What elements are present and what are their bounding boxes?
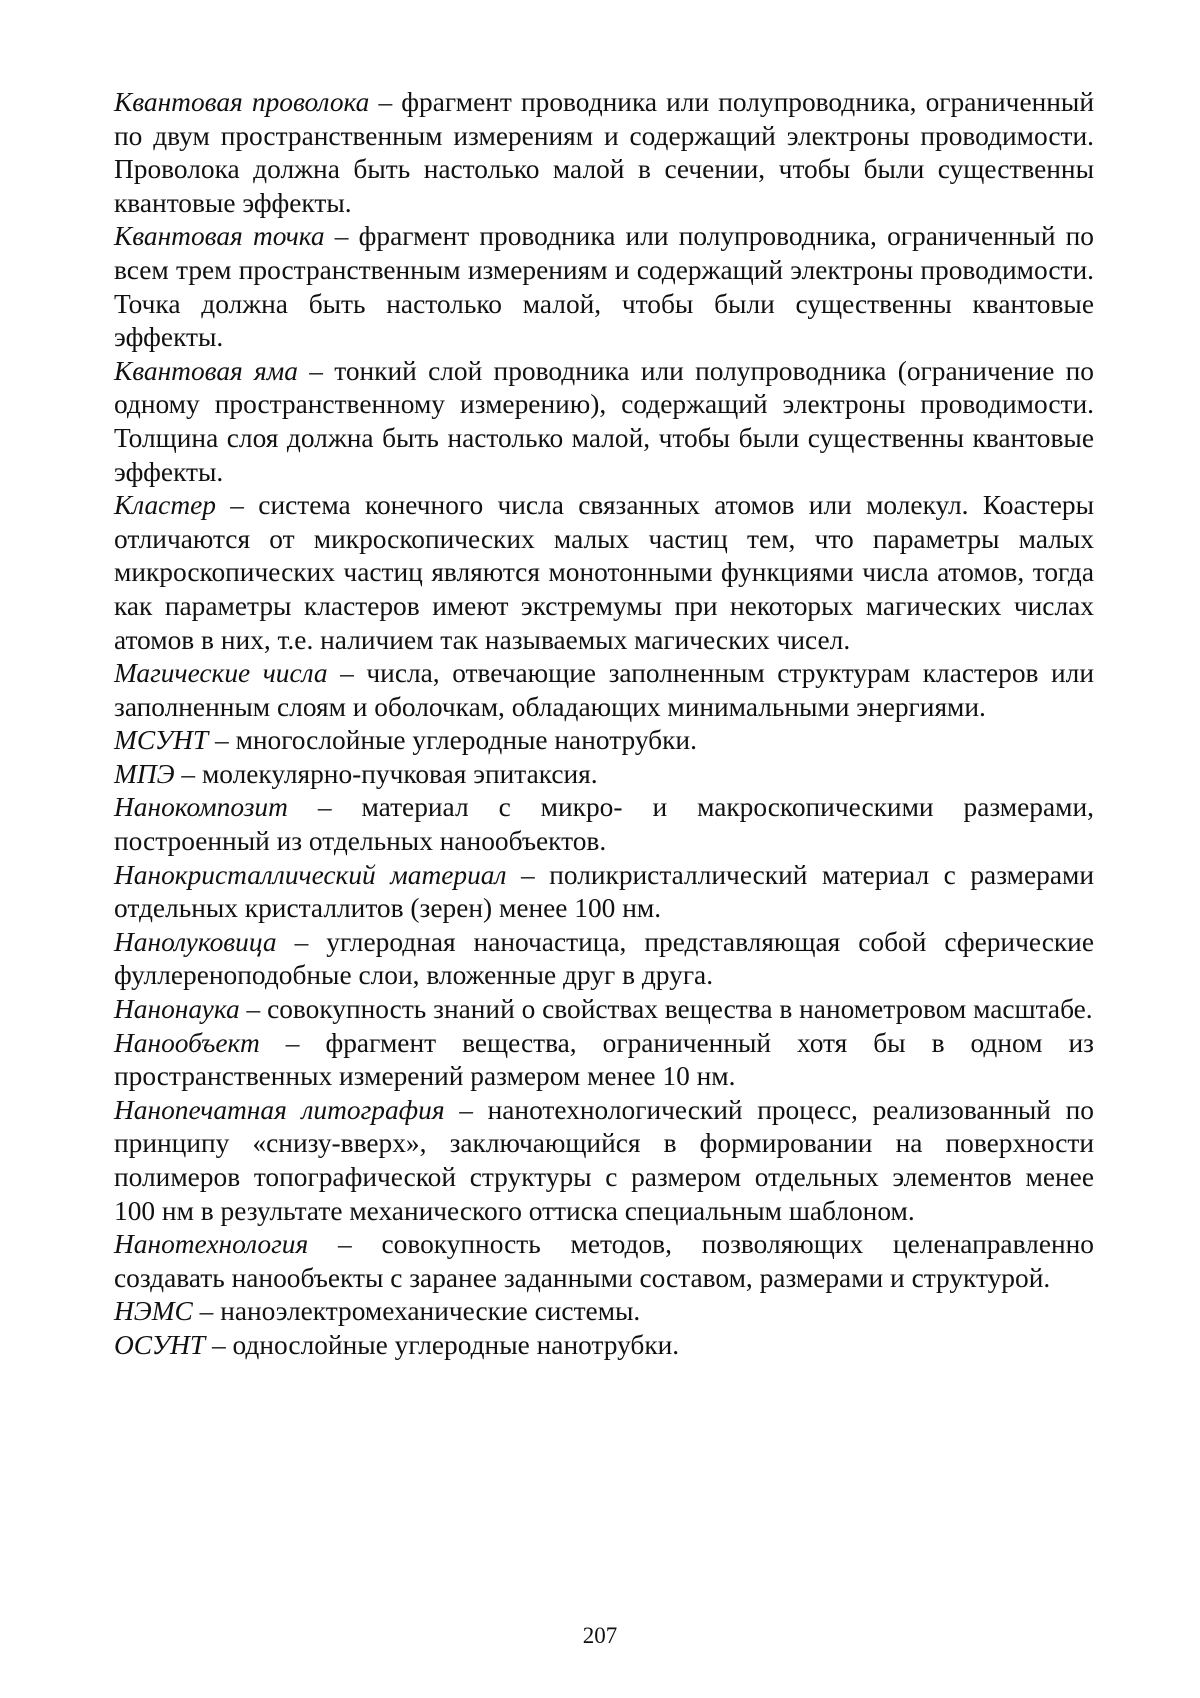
glossary-definition: – совокупность методов, позволяющих целенаправленно создавать нанообъекты с заранее заданными составом, размерами и структурой. [114,1229,1094,1293]
glossary-term: Нанопечатная литография [114,1094,445,1125]
glossary-term: Нанокомпозит [114,792,288,823]
glossary-entry-nanoscience [114,993,1094,1027]
glossary-page [114,86,1094,1363]
glossary-definition: – фрагмент проводника или полупроводника, ограниченный по двум пространственным измерениям и содержащий электроны проводимости. Проволока должна быть настолько малой в сечении, чтобы были существенны квантовые эффекты. [114,87,1094,218]
glossary-definition: – числа, отвечающие заполненным структурам кластеров или заполненным слоям и оболочкам, обладающих минимальными энергиями. [114,658,1094,722]
glossary-definition: – материал с микро- и макроскопическими размерами, построенный из отдельных нанообъектов. [114,792,1094,857]
glossary-term: Нанокристаллический материал [114,859,507,890]
glossary-entry-quantum-dot [114,220,1094,354]
glossary-definition: – наноэлектромеханические системы. [192,1296,641,1327]
glossary-term: Квантовая яма [114,355,298,386]
glossary-entry-nano-object [114,1027,1094,1094]
glossary-entry-mwcnt [114,724,1094,758]
glossary-term: Нанонаука [114,994,240,1025]
glossary-definition: – однослойные углеродные нанотрубки. [205,1329,680,1360]
glossary-entry-mbe [114,758,1094,792]
glossary-entry-quantum-well [114,355,1094,489]
glossary-definition: – нанотехнологический процесс, реализованный по принципу «снизу-вверх», заключающийся в формировании на поверхности полимеров топографической структуры с размером отдельных элементов менее 100 нм в результате механического оттиска специальным шаблоном. [114,1094,1094,1226]
glossary-entry-cluster [114,489,1094,657]
page-number: 207 [582,1623,618,1648]
glossary-definition: – углеродная наночастица, представляющая собой сферические фуллереноподобные слои, вложенные друг в друга. [114,926,1094,991]
glossary-definition: – фрагмент вещества, ограниченный хотя бы в одном из пространственных измерений размером менее 10 нм. [114,1027,1094,1092]
glossary-term: Квантовая проволока [114,87,370,117]
glossary-entry-nems [114,1295,1094,1329]
glossary-entry-nanocomposite [114,791,1094,858]
glossary-term: Квантовая точка [114,221,325,252]
glossary-term: Нанообъект [114,1027,260,1058]
glossary-definition: – совокупность знаний о свойствах вещества в нанометровом масштабе. [239,994,1093,1025]
glossary-term: Магические числа [114,658,328,689]
glossary-term: Нанолуковица [114,926,277,957]
glossary-term: НЭМС [114,1296,193,1327]
glossary-entry-nanoimprint-lithography [114,1094,1094,1228]
glossary-term: Нанотехнология [114,1229,309,1260]
glossary-entry-swcnt [114,1329,1094,1363]
glossary-term: МСУНТ [114,725,209,756]
glossary-definition: – многослойные углеродные нанотрубки. [208,725,697,756]
glossary-entry-nanocrystalline-material [114,859,1094,926]
glossary-definition: – молекулярно-пучковая эпитаксия. [174,758,598,789]
glossary-entry-magic-numbers [114,657,1094,724]
glossary-term: Кластер [114,490,216,521]
glossary-entry-quantum-wire [114,86,1094,220]
glossary-entry-nano-onion [114,926,1094,993]
glossary-entry-nanotechnology [114,1228,1094,1295]
glossary-definition: – поликристаллический материал с размерами отдельных кристаллитов (зерен) менее 100 нм. [114,859,1094,924]
glossary-term: МПЭ [114,758,175,789]
glossary-definition: – фрагмент проводника или полупроводника, ограниченный по всем трем пространственным измерениям и содержащий электроны проводимости. Точка должна быть настолько малой, чтобы были существенны квантовые эффекты. [114,221,1094,353]
glossary-definition: – тонкий слой проводника или полупроводника (ограничение по одному пространственному измерению), содержащий электроны проводимости. Толщина слоя должна быть настолько малой, чтобы были существенны квантовые эффекты. [114,355,1094,487]
glossary-term: ОСУНТ [114,1329,206,1360]
glossary-definition: – система конечного числа связанных атомов или молекул. Коастеры отличаются от микроскопических малых частиц тем, что параметры малых микроскопических частиц являются монотонными функциями числа атомов, тогда как параметры кластеров имеют экстремумы при некоторых магических числах атомов в них, т.е. наличием так называемых магических чисел. [114,490,1094,655]
